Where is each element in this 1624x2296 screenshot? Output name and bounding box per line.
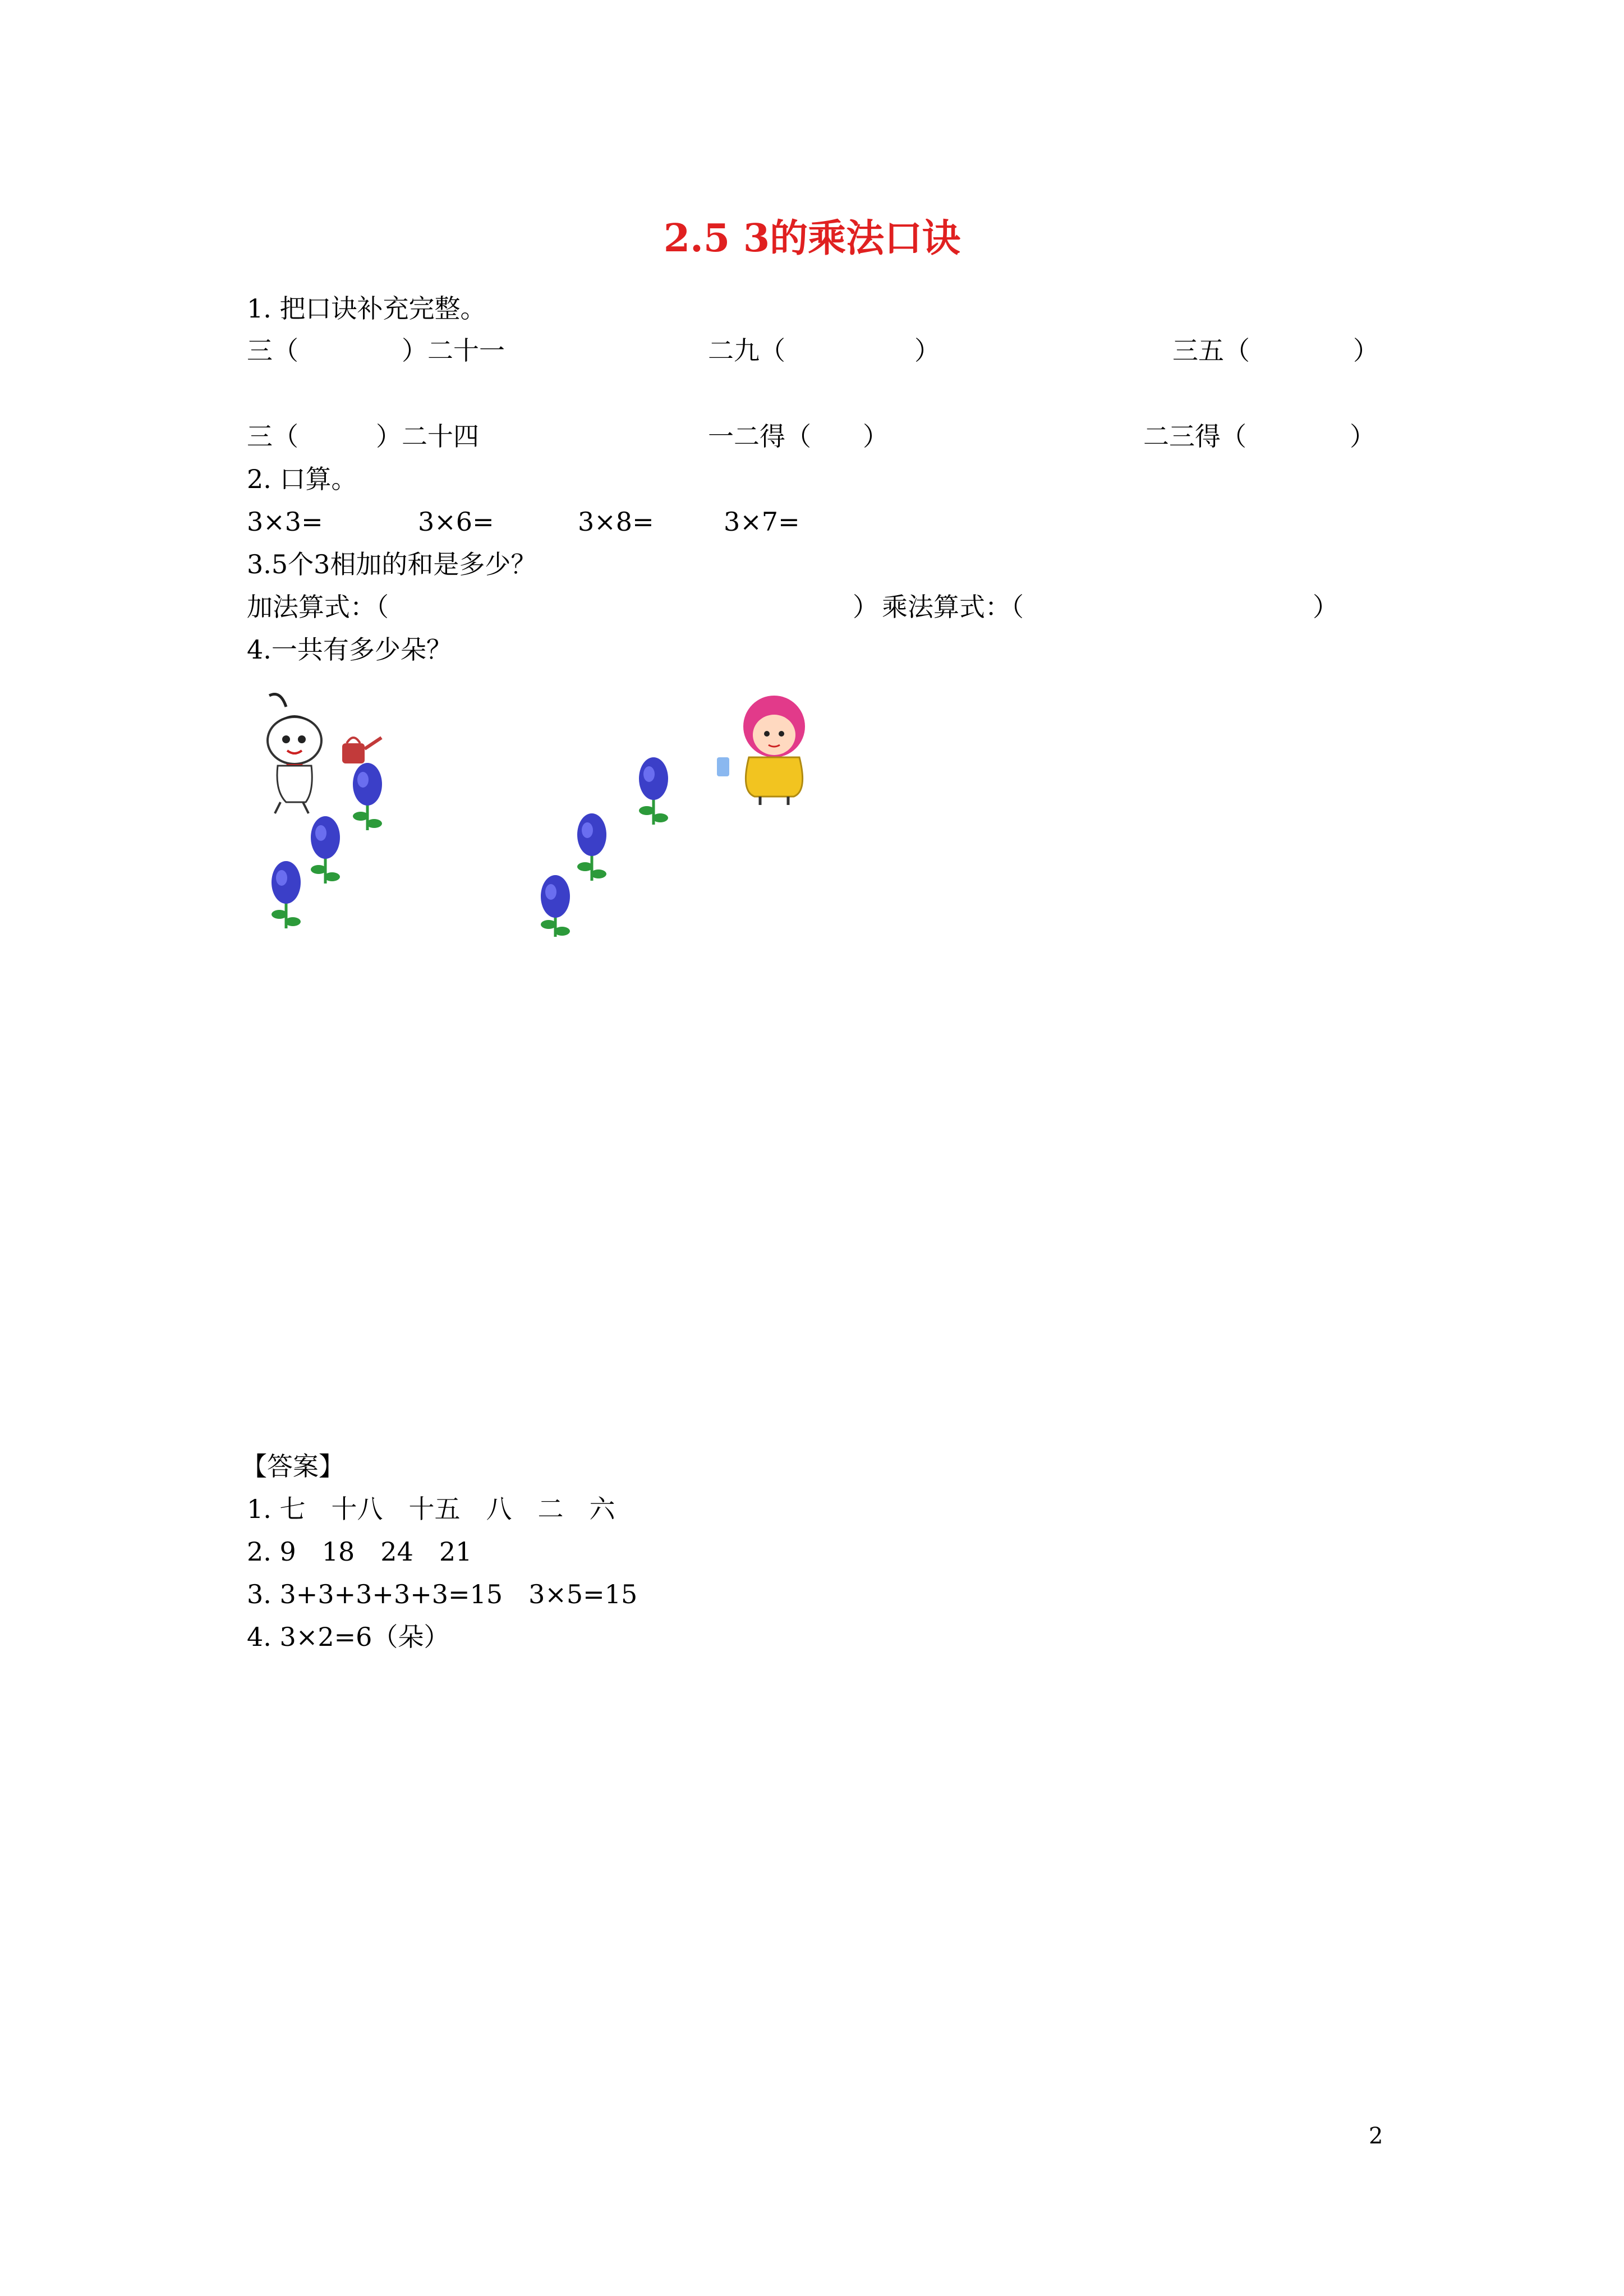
flower-icon: [311, 816, 340, 884]
q2-prompt: 2. 口算。: [247, 464, 357, 494]
flower-icon: [639, 757, 668, 825]
q3-mul-close: ）: [1313, 592, 1338, 622]
q1-item: 二九（ ）: [708, 335, 940, 366]
q1-item: 一二得（ ）: [708, 421, 889, 452]
q1-item: 三五（ ）: [1172, 335, 1379, 366]
q3-mul-label: 乘法算式：（: [882, 592, 1024, 622]
flower-illustration: [241, 679, 864, 942]
q1-prompt: 1. 把口诀补充完整。: [247, 293, 486, 324]
q3-add-close: ）: [853, 592, 878, 622]
illustration-svg: [241, 679, 864, 942]
answer-line: 1. 七 十八 十五 八 二 六: [247, 1494, 615, 1524]
page-number: 2: [1369, 2123, 1383, 2149]
flower-icon: [353, 763, 382, 830]
answer-line: 3. 3+3+3+3+3=15 3×5=15: [247, 1579, 638, 1609]
q2-item: 3×6=: [418, 507, 494, 537]
answer-line: 2. 9 18 24 21: [247, 1536, 472, 1567]
q4-prompt: 4.一共有多少朵？: [247, 634, 452, 665]
girl-character-icon: [743, 696, 805, 805]
answer-line: 4. 3×2=6（朵）: [247, 1622, 450, 1652]
boy-character-icon: [268, 694, 321, 814]
answers-heading: 【答案】: [241, 1451, 344, 1481]
q3-add-label: 加法算式：（: [247, 592, 389, 622]
page-title: 2.5 3的乘法口诀: [663, 216, 961, 261]
q2-item: 3×3=: [247, 507, 323, 537]
q1-item: 三（ ）二十一: [247, 335, 505, 366]
q2-item: 3×7=: [724, 507, 800, 537]
watering-can-icon: [342, 738, 381, 763]
flower-icon: [541, 875, 570, 937]
q3-prompt: 3.5个3相加的和是多少？: [247, 549, 537, 579]
q1-item: 二三得（ ）: [1143, 421, 1375, 452]
q1-item: 三（ ）二十四: [247, 421, 479, 452]
flower-icon: [272, 861, 301, 928]
flower-icon: [577, 813, 606, 881]
q2-item: 3×8=: [578, 507, 654, 537]
cup-icon: [717, 757, 729, 776]
